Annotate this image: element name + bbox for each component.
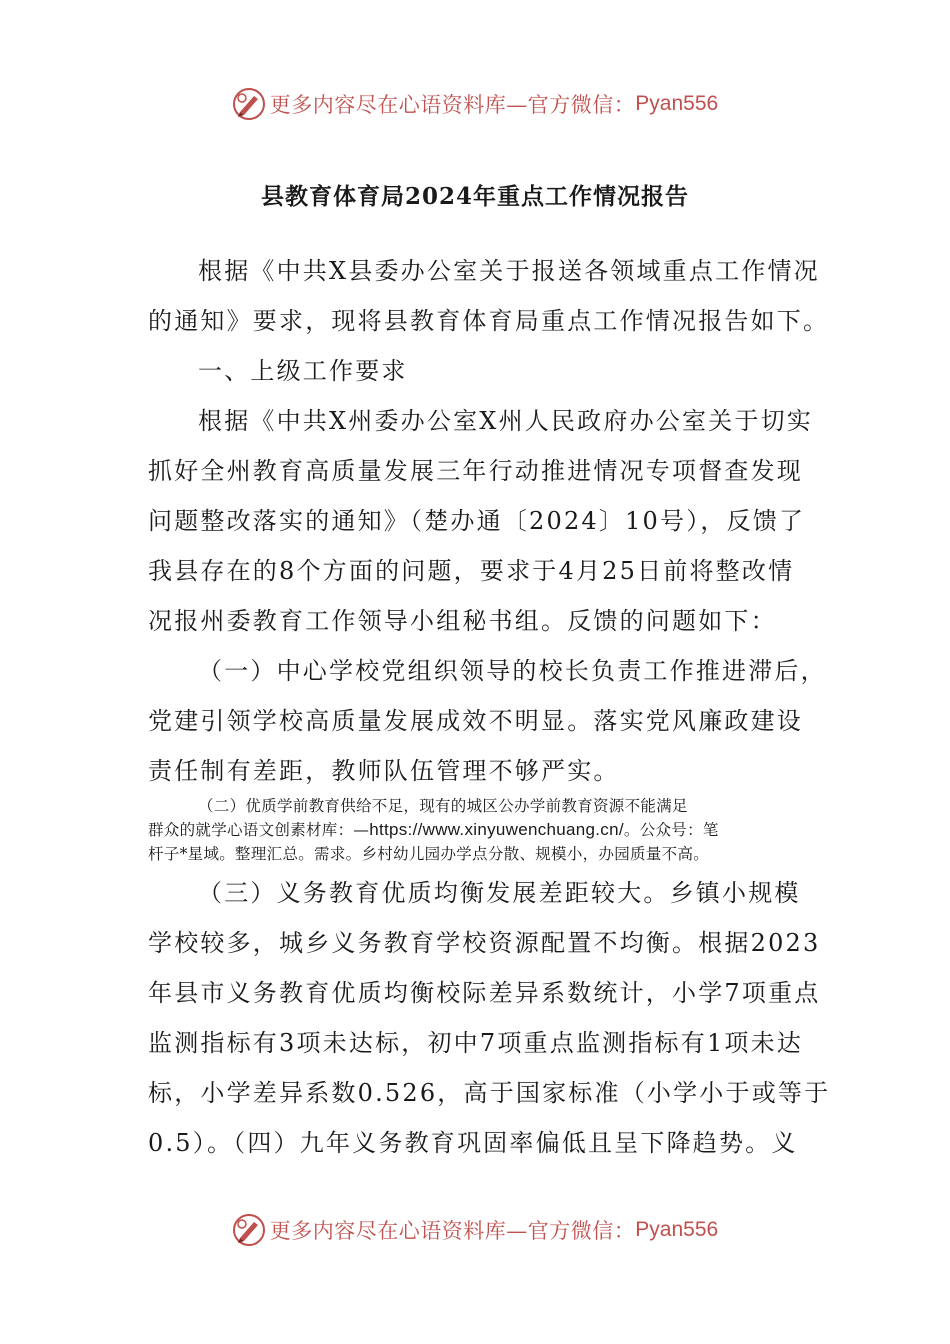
pen-logo-icon: [232, 87, 266, 121]
paragraph-line: 党建引领学校高质量发展成效不明显。落实党风廉政建设: [148, 707, 803, 735]
banner-wechat-id: Pyan556: [635, 92, 719, 115]
paragraph-line: 标，小学差异系数0.526，高于国家标准（小学小于或等于: [148, 1079, 831, 1107]
document-title: 县教育体育局2024年重点工作情况报告: [260, 183, 689, 210]
pen-logo-icon: [232, 1213, 266, 1247]
banner-text: 更多内容尽在心语资料库—官方微信：: [269, 93, 636, 117]
paragraph-line: 学校较多，城乡义务教育学校资源配置不均衡。根据2023: [148, 929, 821, 957]
inserted-line: （二）优质学前教育供给不足，现有的城区公办学前教育资源不能满足: [198, 797, 688, 815]
paragraph-line: （三）义务教育优质均衡发展差距较大。乡镇小规模: [198, 879, 801, 907]
inserted-line: [148, 820, 719, 840]
website-link[interactable]: https://www.xinyuwenchuang.cn/: [369, 820, 624, 839]
paragraph-line: 抓好全州教育高质量发展三年行动推进情况专项督查发现: [148, 457, 803, 485]
paragraph-line: 况报州委教育工作领导小组秘书组。反馈的问题如下：: [148, 607, 777, 635]
inserted-text: 群众的就学心语文创素材库：—: [148, 821, 370, 839]
paragraph-line: 的通知》要求，现将县教育体育局重点工作情况报告如下。: [148, 307, 830, 335]
paragraph-line: 根据《中共X州委办公室X州人民政府办公室关于切实: [198, 407, 813, 435]
paragraph-line: 根据《中共X县委办公室关于报送各领域重点工作情况: [198, 257, 820, 285]
banner-wechat-id: Pyan556: [635, 1218, 719, 1241]
footer-banner: [0, 1210, 950, 1250]
paragraph-line: 0.5）。（四）九年义务教育巩固率偏低且呈下降趋势。义: [148, 1129, 798, 1157]
inserted-line: 杆子*星域。整理汇总。需求。乡村幼儿园办学点分散、规模小，办园质量不高。: [148, 845, 710, 863]
paragraph-line: 监测指标有3项未达标，初中7项重点监测指标有1项未达: [148, 1029, 804, 1057]
paragraph-line: 我县存在的8个方面的问题，要求于4月25日前将整改情: [148, 557, 795, 585]
paragraph-line: 责任制有差距，教师队伍管理不够严实。: [148, 757, 620, 785]
paragraph-line: 年县市义务教育优质均衡校际差异系数统计，小学7项重点: [148, 979, 821, 1007]
header-banner: [0, 84, 950, 124]
inserted-text: 。公众号：笔: [623, 821, 719, 839]
section-heading: 一、上级工作要求: [198, 357, 408, 385]
banner-text: 更多内容尽在心语资料库—官方微信：: [269, 1219, 636, 1243]
paragraph-line: 问题整改落实的通知》（楚办通〔2024〕10号），反馈了: [148, 507, 806, 535]
paragraph-line: （一）中心学校党组织领导的校长负责工作推进滞后，: [198, 657, 827, 685]
